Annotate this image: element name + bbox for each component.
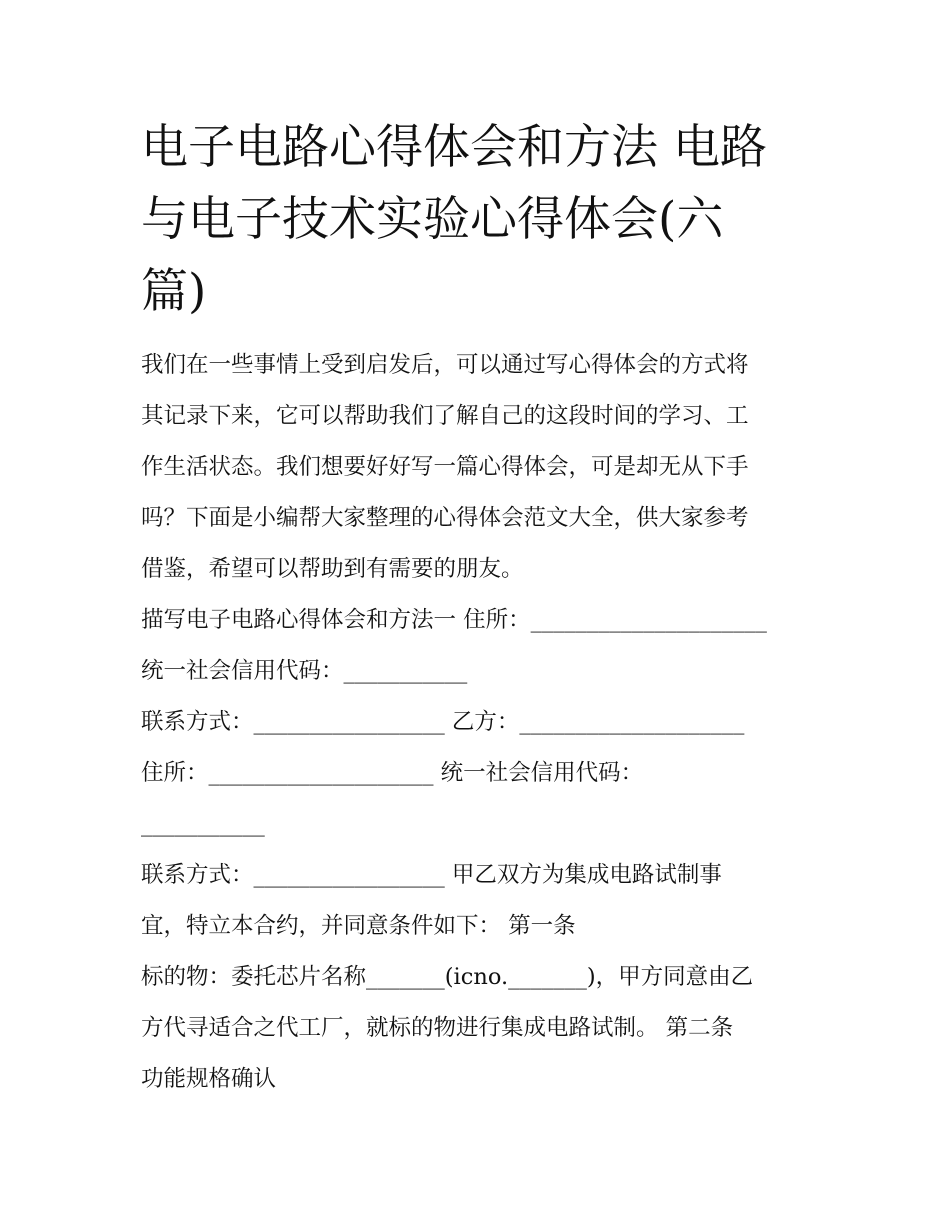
body-line-10: ___________ xyxy=(141,811,265,837)
title-line-1: 电子电路心得体会和方法 电路 xyxy=(141,120,767,175)
title-line-2: 与电子技术实验心得体会(六 xyxy=(141,192,724,247)
body-line-1: 我们在一些事情上受到启发后，可以通过写心得体会的方式将 xyxy=(141,352,749,378)
body-line-13: 标的物：委托芯片名称_______(icno._______)，甲方同意由乙 xyxy=(141,964,754,990)
body-line-5: 借鉴，希望可以帮助到有需要的朋友。 xyxy=(141,556,524,582)
title-line-3: 篇) xyxy=(141,264,207,319)
document-body xyxy=(141,340,813,1105)
body-line-4: 吗？下面是小编帮大家整理的心得体会范文大全，供大家参考 xyxy=(141,505,749,531)
body-line-12: 宜，特立本合约，并同意条件如下： 第一条 xyxy=(141,913,576,939)
body-line-2: 其记录下来，它可以帮助我们了解自己的这段时间的学习、工 xyxy=(141,403,749,429)
document-title xyxy=(141,112,813,328)
body-line-3: 作生活状态。我们想要好好写一篇心得体会，可是却无从下手 xyxy=(141,454,749,480)
body-line-9: 住所：____________________ 统一社会信用代码： xyxy=(141,760,644,786)
body-line-7: 统一社会信用代码：___________ xyxy=(141,658,468,684)
body-line-6: 描写电子电路心得体会和方法一 住所：_____________________ xyxy=(141,607,767,633)
body-line-14: 方代寻适合之代工厂，就标的物进行集成电路试制。 第二条 xyxy=(141,1015,734,1041)
body-line-8: 联系方式：_________________ 乙方：____________________ xyxy=(141,709,745,735)
document-content xyxy=(141,112,813,1105)
body-line-15: 功能规格确认 xyxy=(141,1066,277,1092)
body-line-11: 联系方式：_________________ 甲乙双方为集成电路试制事 xyxy=(141,862,722,888)
